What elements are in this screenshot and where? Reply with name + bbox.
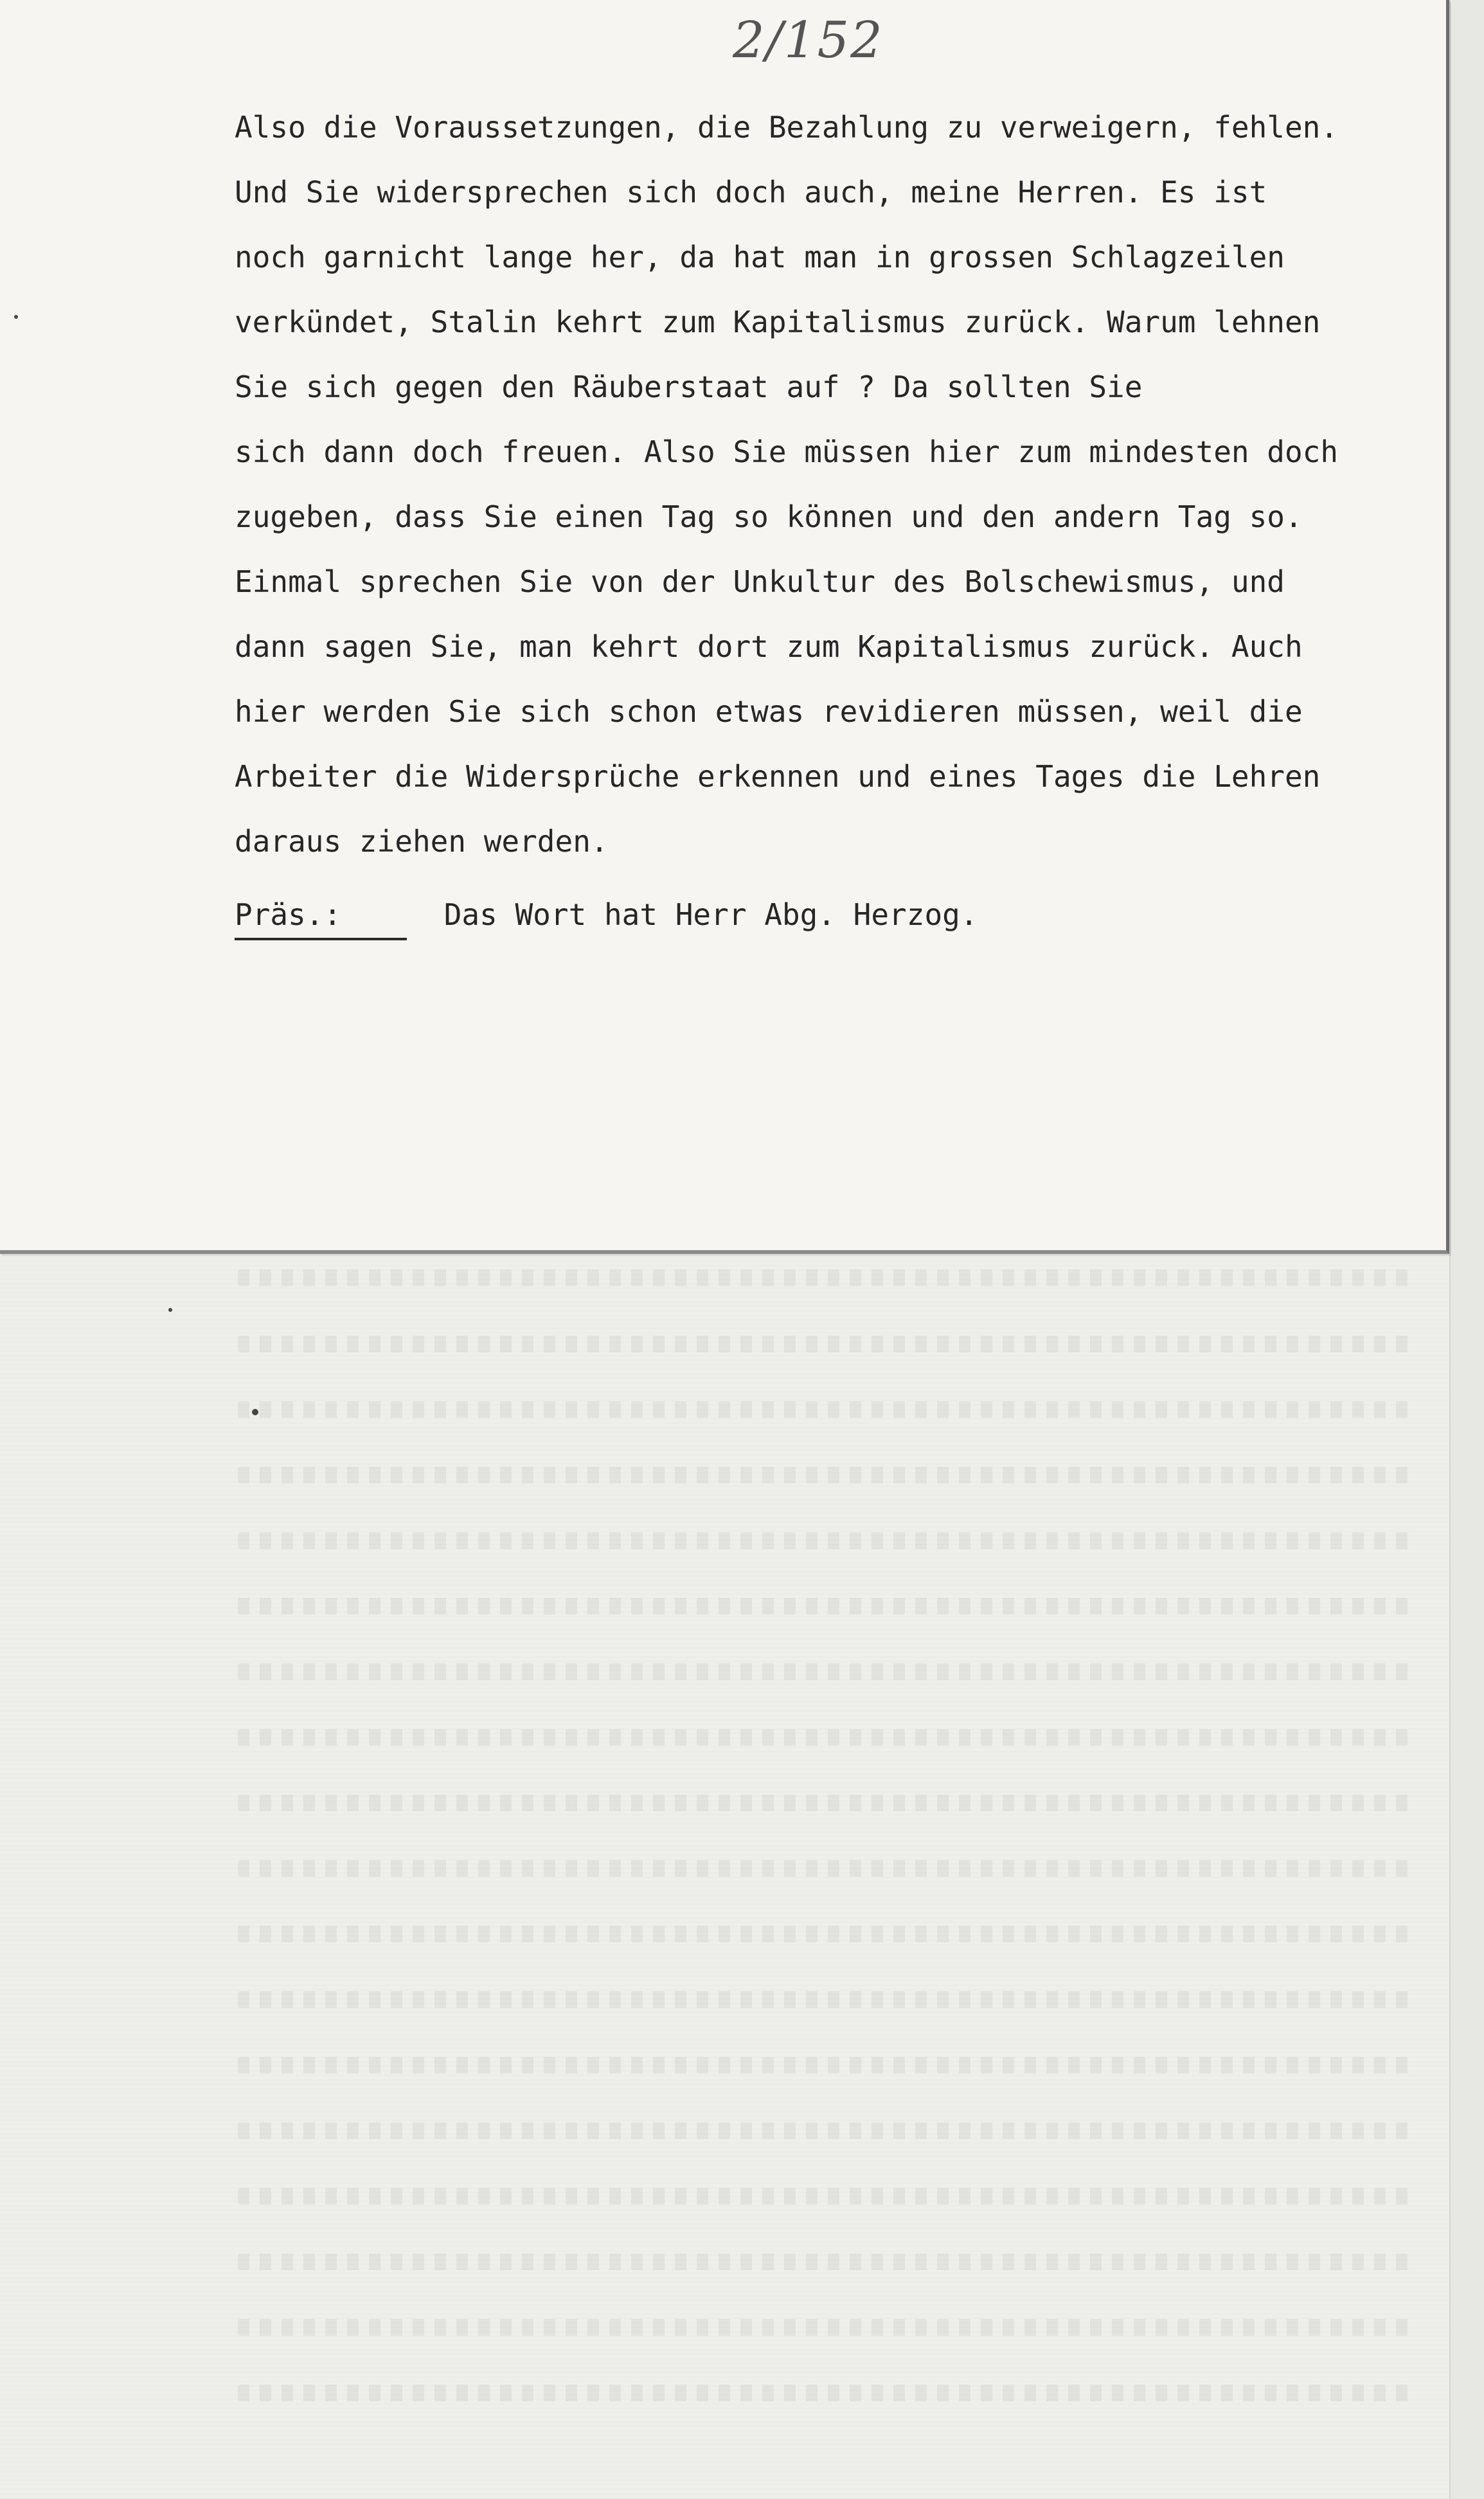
text-line: sich dann doch freuen. Also Sie müssen hier zum mindesten doch: [235, 434, 1339, 469]
text-line: Sie sich gegen den Räuberstaat auf ? Da sollten Sie: [235, 370, 1143, 404]
ink-speck: [252, 1409, 258, 1415]
faded-text-line: [238, 2057, 1414, 2074]
faded-text-line: [238, 1532, 1414, 1549]
speaker-row: [235, 895, 978, 940]
text-line: hier werden Sie sich schon etwas revidieren müssen, weil die: [235, 694, 1303, 729]
faded-text-line: [238, 1729, 1414, 1746]
ink-speck: [168, 1308, 172, 1312]
faded-text-line: [238, 1991, 1414, 2008]
text-line: Arbeiter die Widersprüche erkennen und eines Tages die Lehren: [235, 759, 1321, 794]
text-line: zugeben, dass Sie einen Tag so können und den andern Tag so.: [235, 499, 1303, 534]
text-line: Und Sie widersprechen sich doch auch, meine Herren. Es ist: [235, 175, 1267, 210]
text-line: verkündet, Stalin kehrt zum Kapitalismus zurück. Warum lehnen: [235, 305, 1321, 339]
document-body: [235, 95, 1449, 874]
faded-text-line: [238, 2122, 1414, 2139]
faded-text-line: [238, 1926, 1414, 1942]
faded-text-line: [238, 1269, 1414, 1286]
faded-text-line: [238, 1795, 1414, 1811]
typewritten-page: [0, 0, 1449, 1254]
faded-text-line: [238, 1860, 1414, 1877]
text-line: dann sagen Sie, man kehrt dort zum Kapitalismus zurück. Auch: [235, 629, 1303, 664]
faded-text-line: [238, 2253, 1414, 2270]
text-line: daraus ziehen werden.: [235, 824, 609, 859]
faded-text-line: [238, 2385, 1414, 2401]
faded-text-line: [238, 1467, 1414, 1483]
text-line: Also die Voraussetzungen, die Bezahlung zu verweigern, fehlen.: [235, 110, 1339, 145]
text-line: Einmal sprechen Sie von der Unkultur des Bolschewismus, und: [235, 564, 1285, 599]
page-edge: [1449, 0, 1484, 2499]
speaker-label: Präs.:: [235, 895, 407, 940]
speaker-text: Das Wort hat Herr Abg. Herzog.: [443, 897, 978, 932]
faded-text-line: [238, 1598, 1414, 1615]
text-line: noch garnicht lange her, da hat man in grossen Schlagzeilen: [235, 240, 1285, 274]
page-number: 2/152: [733, 12, 884, 69]
faded-text-line: [238, 2319, 1414, 2336]
faded-text-line: [238, 1336, 1414, 1352]
faded-text-line: [238, 1401, 1414, 1418]
faded-text-line: [238, 2188, 1414, 2205]
ink-speck: [14, 315, 18, 319]
faded-text-line: [238, 1663, 1414, 1680]
